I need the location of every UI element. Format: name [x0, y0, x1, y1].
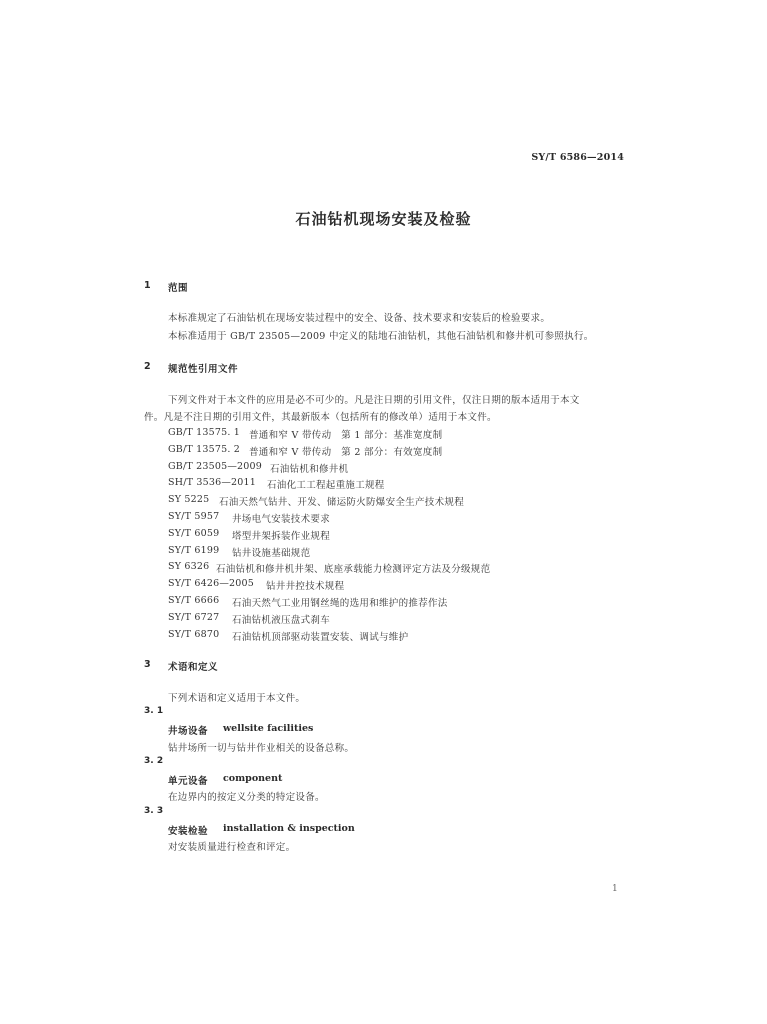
reference-name: 钻井设施基础规范 — [232, 548, 311, 559]
reference-name: 钻井井控技术规程 — [266, 581, 345, 592]
term-definition: 在边界内的按定义分类的特定设备。 — [168, 792, 325, 803]
standard-code: SY/T 6586—2014 — [531, 152, 624, 163]
reference-name: 石油钻机顶部驱动装置安装、调试与维护 — [232, 632, 409, 643]
term-definition: 钻井场所一切与钻井作业相关的设备总称。 — [168, 743, 355, 754]
page-number: 1 — [612, 884, 618, 894]
reference-code: SY/T 6426—2005 — [168, 578, 254, 589]
reference-code: SY/T 6870 — [168, 629, 220, 640]
section-1-title: 范围 — [168, 283, 189, 294]
section-2-title: 规范性引用文件 — [168, 364, 239, 375]
reference-name: 普通和窄 V 带传动 第 2 部分：有效宽度制 — [249, 447, 443, 458]
reference-code: SY 6326 — [168, 561, 210, 572]
section-1-paragraph-1: 本标准规定了石油钻机在现场安装过程中的安全、设备、技术要求和安装后的检验要求。 — [168, 313, 551, 324]
reference-name: 石油钻机液压盘式刹车 — [232, 615, 331, 626]
term-english: wellsite facilities — [223, 723, 314, 734]
reference-name: 石油天然气工业用钢丝绳的选用和维护的推荐作法 — [232, 598, 448, 609]
term-english: installation & inspection — [223, 823, 355, 834]
reference-name: 塔型井架拆装作业规程 — [232, 531, 331, 542]
reference-name: 石油钻机和修井机井架、底座承载能力检测评定方法及分级规范 — [216, 564, 491, 575]
reference-code: SY/T 5957 — [168, 511, 220, 522]
section-3-number: 3 — [144, 659, 151, 670]
term-number: 3. 2 — [144, 756, 164, 766]
term-definition: 对安装质量进行检查和评定。 — [168, 842, 296, 853]
reference-name: 石油钻机和修井机 — [270, 464, 349, 475]
reference-name: 井场电气安装技术要求 — [232, 514, 331, 525]
reference-code: GB/T 13575. 2 — [168, 444, 241, 455]
reference-code: SY/T 6059 — [168, 528, 220, 539]
section-2-number: 2 — [144, 361, 151, 372]
reference-code: SY/T 6199 — [168, 545, 220, 556]
reference-code: GB/T 23505—2009 — [168, 461, 263, 472]
reference-code: SY/T 6666 — [168, 595, 220, 606]
term-chinese: 井场设备 — [168, 726, 209, 737]
section-1-number: 1 — [144, 280, 151, 291]
section-2-intro-line-1: 下列文件对于本文件的应用是必不可少的。凡是注日期的引用文件，仅注日期的版本适用于本文 — [168, 395, 580, 406]
section-3-intro: 下列术语和定义适用于本文件。 — [168, 693, 306, 704]
term-english: component — [223, 773, 283, 784]
term-chinese: 单元设备 — [168, 776, 209, 787]
reference-name: 普通和窄 V 带传动 第 1 部分：基准宽度制 — [249, 430, 443, 441]
reference-code: SY/T 6727 — [168, 612, 220, 623]
term-number: 3. 1 — [144, 706, 164, 716]
section-1-paragraph-2: 本标准适用于 GB/T 23505—2009 中定义的陆地石油钻机，其他石油钻机和修井机可参照执行。 — [168, 331, 594, 342]
section-2-intro-line-2: 件。凡是不注日期的引用文件，其最新版本（包括所有的修改单）适用于本文件。 — [144, 412, 497, 423]
section-3-title: 术语和定义 — [168, 662, 219, 673]
reference-code: GB/T 13575. 1 — [168, 427, 241, 438]
term-number: 3. 3 — [144, 806, 164, 816]
reference-name: 石油化工工程起重施工规程 — [267, 480, 385, 491]
reference-code: SH/T 3536—2011 — [168, 477, 257, 488]
reference-code: SY 5225 — [168, 494, 210, 505]
document-title: 石油钻机现场安装及检验 — [295, 210, 472, 228]
reference-name: 石油天然气钻井、开发、储运防火防爆安全生产技术规程 — [219, 497, 465, 508]
term-chinese: 安装检验 — [168, 826, 209, 837]
